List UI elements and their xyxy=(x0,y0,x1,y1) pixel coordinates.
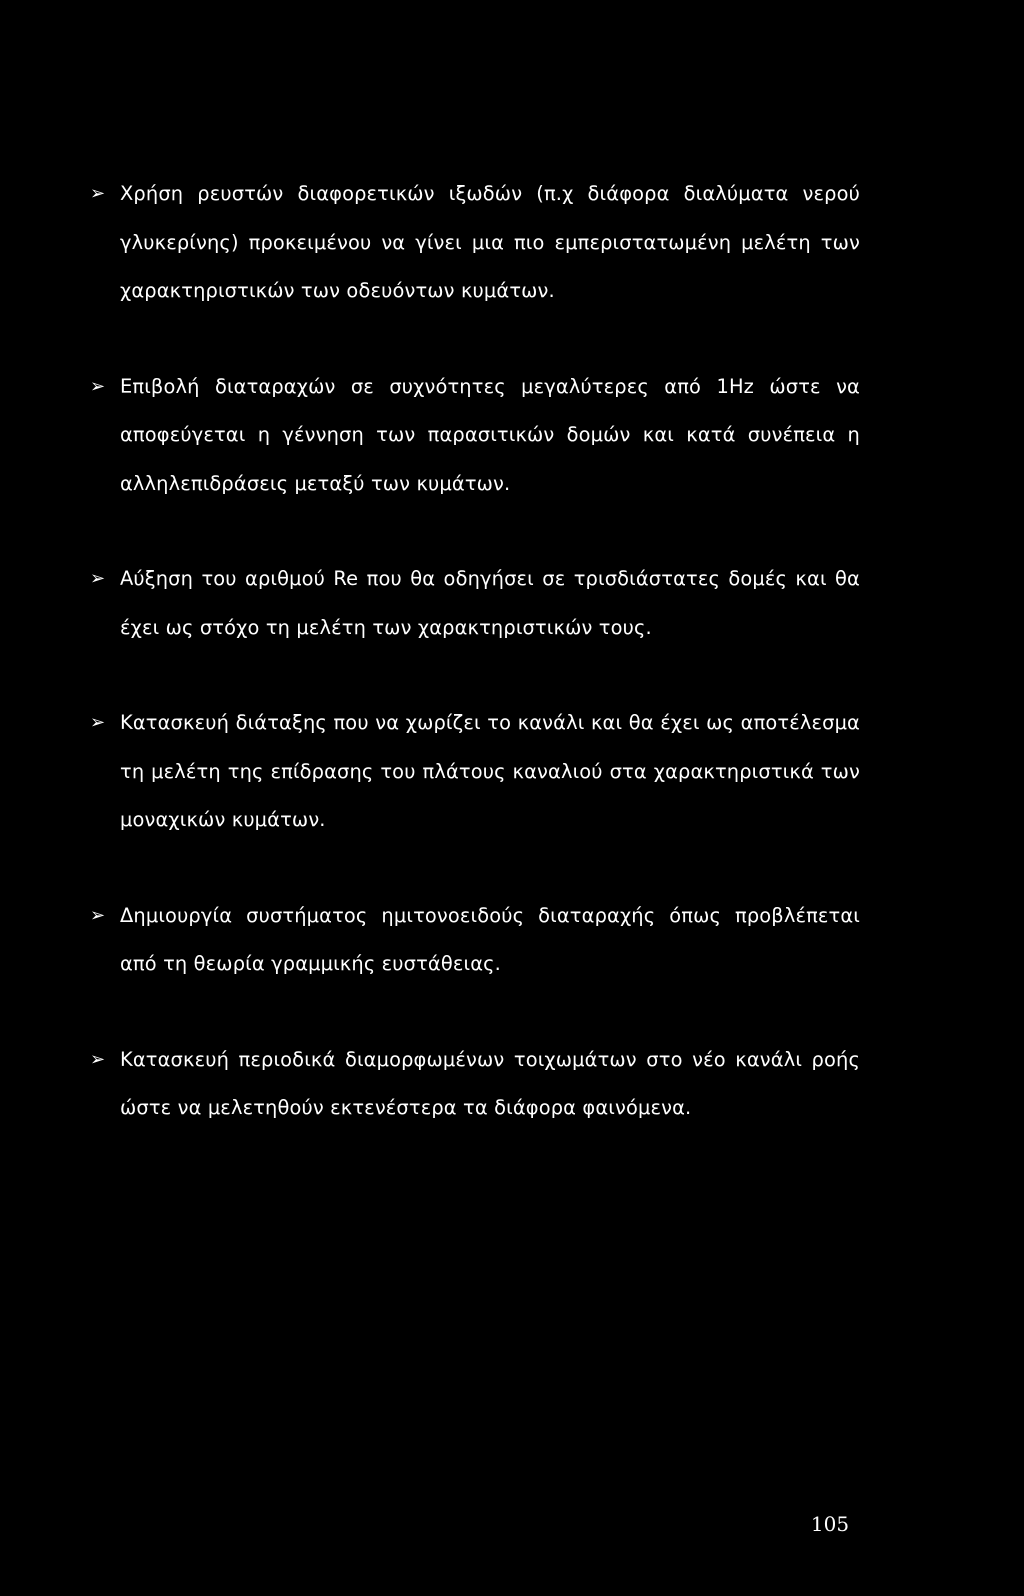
arrowhead-bullet-icon: ➢ xyxy=(90,375,106,397)
bullet-item-channel-divider xyxy=(90,699,860,845)
bullet-item-periodic-walls xyxy=(90,1036,860,1133)
arrowhead-bullet-icon: ➢ xyxy=(90,904,106,926)
bullet-text: Κατασκευή διάταξης που να χωρίζει το κανάλι και θα έχει ως αποτέλεσμα τη μελέτη της επίδρασης του πλάτους καναλιού στα χαρακτηριστικά των μοναχικών κυμάτων. xyxy=(120,711,860,831)
bullet-item-reynolds-number xyxy=(90,555,860,652)
bullet-text: Επιβολή διαταραχών σε συχνότητες μεγαλύτερες από 1Hz ώστε να αποφεύγεται η γέννηση των παρασιτικών δομών και κατά συνέπεια η αλληλεπιδράσεις μεταξύ των κυμάτων. xyxy=(120,374,860,495)
bullet-text: Αύξηση του αριθμού Re που θα οδηγήσει σε τρισδιάστατες δομές και θα έχει ως στόχο τη μελέτη των χαρακτηριστικών τους. xyxy=(120,567,860,639)
arrowhead-bullet-icon: ➢ xyxy=(90,568,106,589)
bullet-text: Κατασκευή περιοδικά διαμορφωμένων τοιχωμάτων στο νέο κανάλι ροής ώστε να μελετηθούν εκτενέστερα τα διάφορα φαινόμενα. xyxy=(120,1047,860,1119)
bullet-item-sinusoidal-disturbance xyxy=(90,892,860,989)
bullet-list xyxy=(90,170,860,1180)
arrowhead-bullet-icon: ➢ xyxy=(90,1048,106,1070)
arrowhead-bullet-icon: ➢ xyxy=(90,712,106,733)
bullet-text: Δημιουργία συστήματος ημιτονοειδούς διαταραχής όπως προβλέπεται από τη θεωρία γραμμικής ευστάθειας. xyxy=(120,903,860,975)
page-number: 105 xyxy=(810,1512,850,1536)
arrowhead-bullet-icon: ➢ xyxy=(90,183,106,204)
bullet-item-viscosity xyxy=(90,170,860,316)
bullet-item-disturbance-frequency xyxy=(90,363,860,509)
bullet-text: Χρήση ρευστών διαφορετικών ιξωδών (π.χ διάφορα διαλύματα νερού γλυκερίνης) προκειμένου να γίνει μια πιο εμπεριστατωμένη μελέτη των χαρακτηριστικών των οδευόντων κυμάτων. xyxy=(120,182,860,302)
